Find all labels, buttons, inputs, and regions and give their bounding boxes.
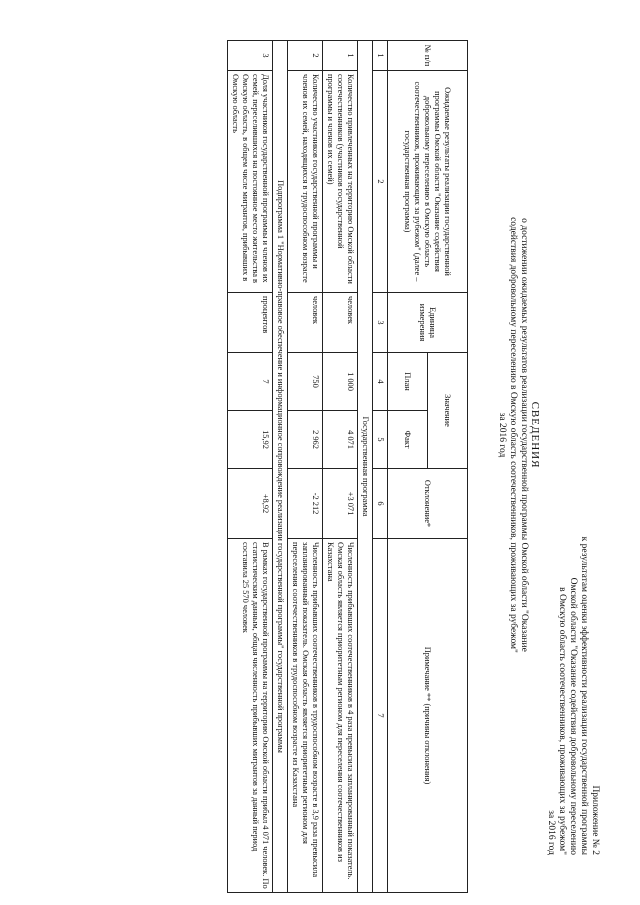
header-value: Значение <box>428 353 468 469</box>
section-program: Государственная программа <box>358 41 373 893</box>
title-line: о достижении ожидаемых результатов реализации государственной программы Омской области "Оказание <box>519 218 529 652</box>
row-unit: человек <box>288 293 323 353</box>
row-plan: 1 000 <box>323 353 358 411</box>
header-unit: Единица измерения <box>388 293 468 353</box>
column-number: 6 <box>373 469 388 539</box>
row-result: Доля участников государственной программы и членов их семей, переселившихся на постоянное место жительства в Омскую область, в общем числе мигрантов, прибывших в Омскую область <box>228 71 273 293</box>
annex-line: Омской области "Оказание содействия добровольному переселению <box>568 577 578 855</box>
row-deviation: -2 212 <box>288 469 323 539</box>
column-number: 4 <box>373 353 388 411</box>
annex-year: за 2016 год <box>546 810 556 855</box>
row-result: Количество участников государственной программы и членов их семей, находящихся в трудоспособном возрасте <box>288 71 323 293</box>
column-numbers-row <box>373 41 388 893</box>
title-year: за 2016 год <box>497 412 507 458</box>
row-unit: человек <box>323 293 358 353</box>
row-plan: 7 <box>228 353 273 411</box>
table-row <box>288 41 323 893</box>
row-num: 1 <box>323 41 358 71</box>
row-deviation: +8,92 <box>228 469 273 539</box>
row-note: В рамках государственной программы на территорию Омской области прибыл 4 071 человек. По статистическим данным, общая численность прибывших мигрантов за данный период составила 25 570 человек <box>228 539 273 893</box>
column-number: 5 <box>373 411 388 469</box>
header-num: № п/п <box>388 41 468 71</box>
row-result: Количество привлеченных на территорию Омской области соотечественников (участников государственной программы и членов их семей) <box>323 71 358 293</box>
row-deviation: +3 071 <box>323 469 358 539</box>
document-title <box>496 150 540 720</box>
column-number: 2 <box>373 71 388 293</box>
header-plan: План <box>388 353 428 411</box>
header-fact: Факт <box>388 411 428 469</box>
section-subprogram-1: Подпрограмма 1 "Нормативно-правовое обеспечение и информационное сопровождение реализации государственной программы" государственной программы <box>273 41 288 893</box>
annex-line: в Омскую область соотечественников, проживающих за рубежом" <box>557 587 567 855</box>
row-plan: 750 <box>288 353 323 411</box>
row-fact: 2 962 <box>288 411 323 469</box>
row-note: Численность прибывших соотечественников в 4 раза превысила запланированный показатель. Омская область является приоритетным регионом для переселения соотечественников из Казахстана <box>323 539 358 893</box>
row-fact: 15,92 <box>228 411 273 469</box>
title-line: содействия добровольному переселению в Омскую область соотечественников, проживающих за рубежом" <box>508 217 518 653</box>
annex-number: Приложение № 2 <box>590 785 600 855</box>
header-note: Примечание ** (причины отклонения) <box>388 539 468 893</box>
column-number: 3 <box>373 293 388 353</box>
results-table <box>227 40 468 893</box>
title-heading: СВЕДЕНИЯ <box>529 401 541 469</box>
row-note: Численность прибывших соотечественников в трудоспособном возрасте в 3,9 раза превысила запланированный показатель. Омская область является приоритетным регионом для переселения соотечественников в трудоспособном возрасте из Казахстана <box>288 539 323 893</box>
header-result: Ожидаемые результаты реализации государственной программы Омской области "Оказание содействия добровольному переселению в Омскую область соотечественников, проживающих за рубежом" (далее – государственная программа) <box>388 71 468 293</box>
annex-header <box>545 425 600 855</box>
header-deviation: Отклонение* <box>388 469 468 539</box>
row-unit: процентов <box>228 293 273 353</box>
column-number: 7 <box>373 539 388 893</box>
row-num: 3 <box>228 41 273 71</box>
row-fact: 4 071 <box>323 411 358 469</box>
table-row <box>228 41 273 893</box>
annex-line: к результатам оценки эффективности реализации государственной программы <box>579 536 589 855</box>
column-number: 1 <box>373 41 388 71</box>
row-num: 2 <box>288 41 323 71</box>
table-row <box>323 41 358 893</box>
